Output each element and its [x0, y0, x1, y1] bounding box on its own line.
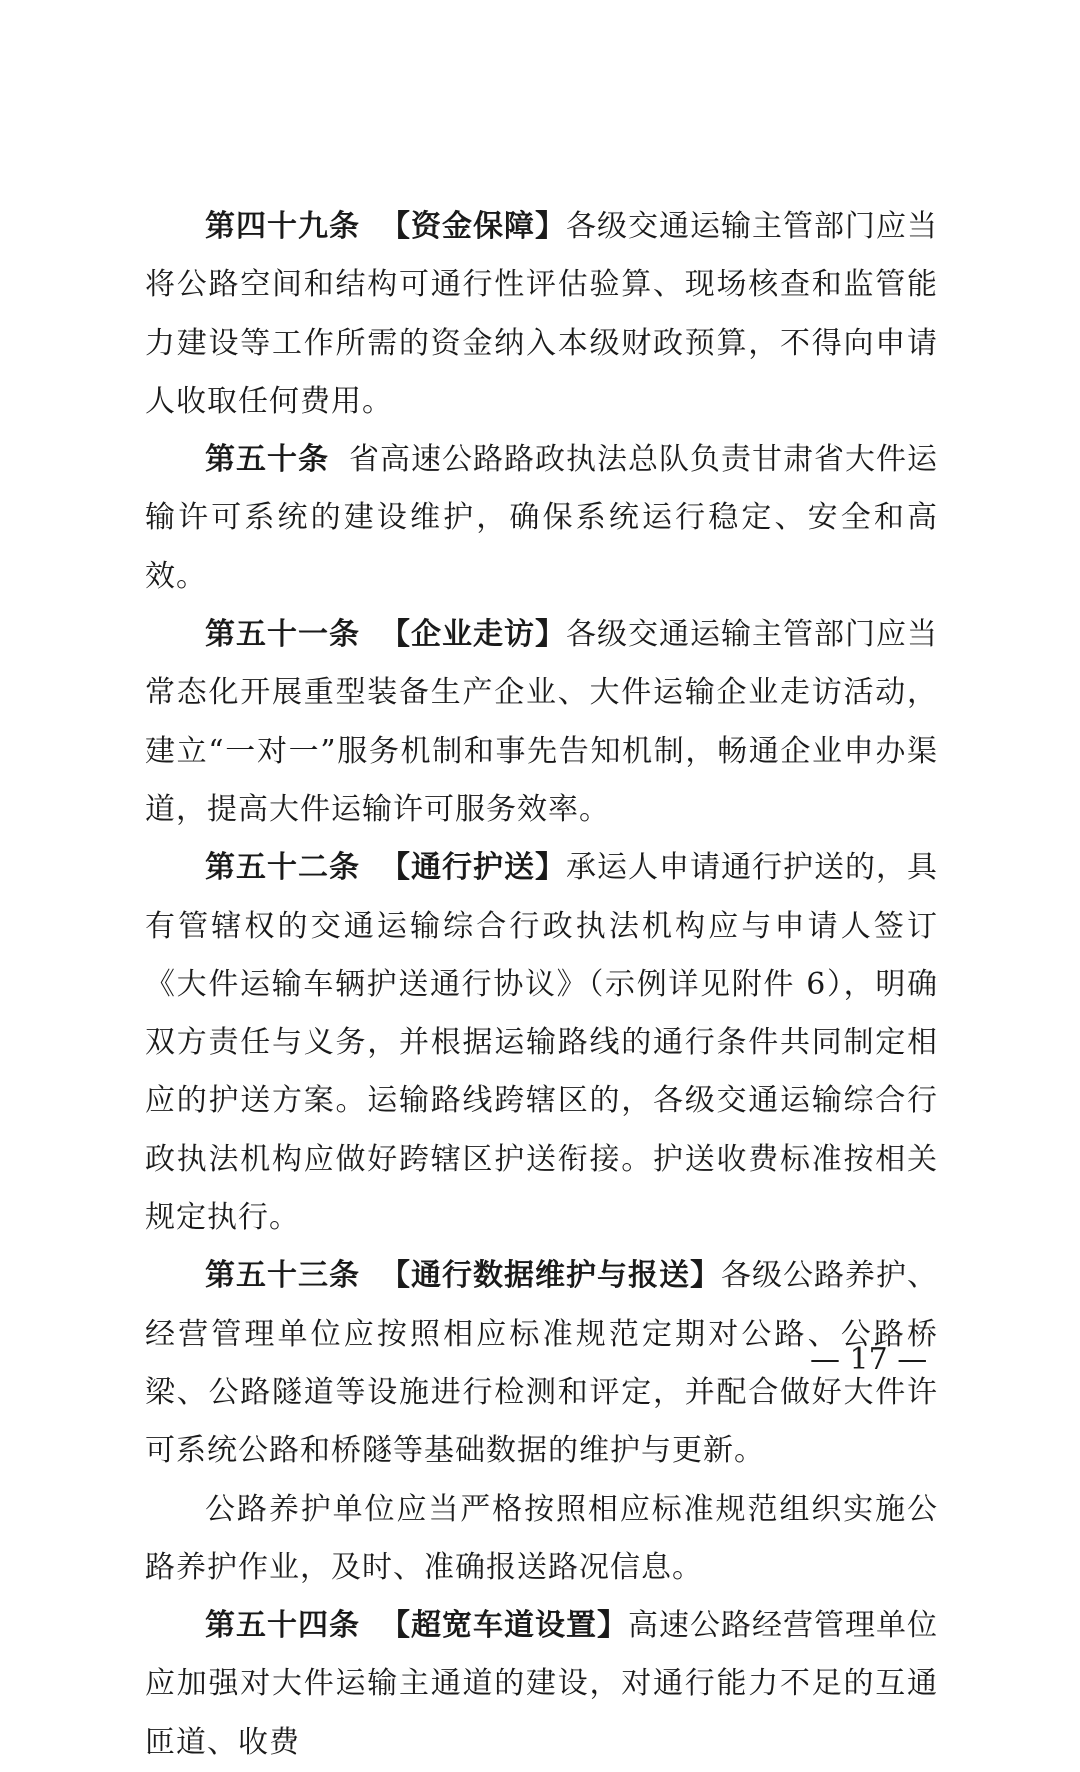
article-49	[145, 198, 938, 431]
article-text: 各级交通运输主管部门应当将公路空间和结构可通行性评估验算、现场核查和监管能力建设等工作所需的资金纳入本级财政预算，不得向申请人收取任何费用。	[145, 209, 938, 419]
article-title: 【超宽车道设置】	[380, 1608, 628, 1644]
article-53-paragraph-2	[145, 1481, 938, 1598]
article-54	[145, 1597, 938, 1772]
document-body	[145, 198, 938, 1772]
article-text: 各级交通运输主管部门应当常态化开展重型装备生产企业、大件运输企业走访活动，建立“一对一”服务机制和事先告知机制，畅通企业申办渠道，提高大件运输许可服务效率。	[145, 617, 938, 827]
article-number: 第五十二条	[205, 850, 360, 886]
article-text: 公路养护单位应当严格按照相应标准规范组织实施公路养护作业，及时、准确报送路况信息。	[145, 1491, 938, 1585]
article-number: 第五十一条	[205, 617, 360, 653]
article-text: 高速公路经营管理单位应加强对大件运输主通道的建设，对通行能力不足的互通匝道、收费	[145, 1608, 938, 1760]
article-title: 【企业走访】	[380, 617, 566, 653]
article-title: 【资金保障】	[380, 209, 566, 244]
article-51	[145, 606, 938, 839]
article-number: 第四十九条	[205, 209, 360, 244]
article-title: 【通行护送】	[380, 850, 566, 886]
article-text: 省高速公路路政执法总队负责甘肃省大件运输许可系统的建设维护，确保系统运行稳定、安全和高效。	[145, 442, 938, 594]
article-number: 第五十条	[205, 442, 329, 478]
page-number: — 17 —	[810, 1342, 928, 1377]
article-title: 【通行数据维护与报送】	[380, 1258, 721, 1294]
article-52	[145, 839, 938, 1247]
article-number: 第五十四条	[205, 1608, 360, 1644]
article-number: 第五十三条	[205, 1258, 360, 1294]
article-text: 各级公路养护、经营管理单位应按照相应标准规范定期对公路、公路桥梁、公路隧道等设施进行检测和评定，并配合做好大件许可系统公路和桥隧等基础数据的维护与更新。	[145, 1258, 938, 1469]
article-50	[145, 431, 938, 606]
article-text: 承运人申请通行护送的，具有管辖权的交通运输综合行政执法机构应与申请人签订《大件运输车辆护送通行协议》（示例详见附件 6），明确双方责任与义务，并根据运输路线的通行条件共同制定相应的护送方案。运输路线跨辖区的，各级交通运输综合行政执法机构应做好跨辖区护送衔接。护送收费标准按相关规定执行。	[145, 850, 938, 1236]
